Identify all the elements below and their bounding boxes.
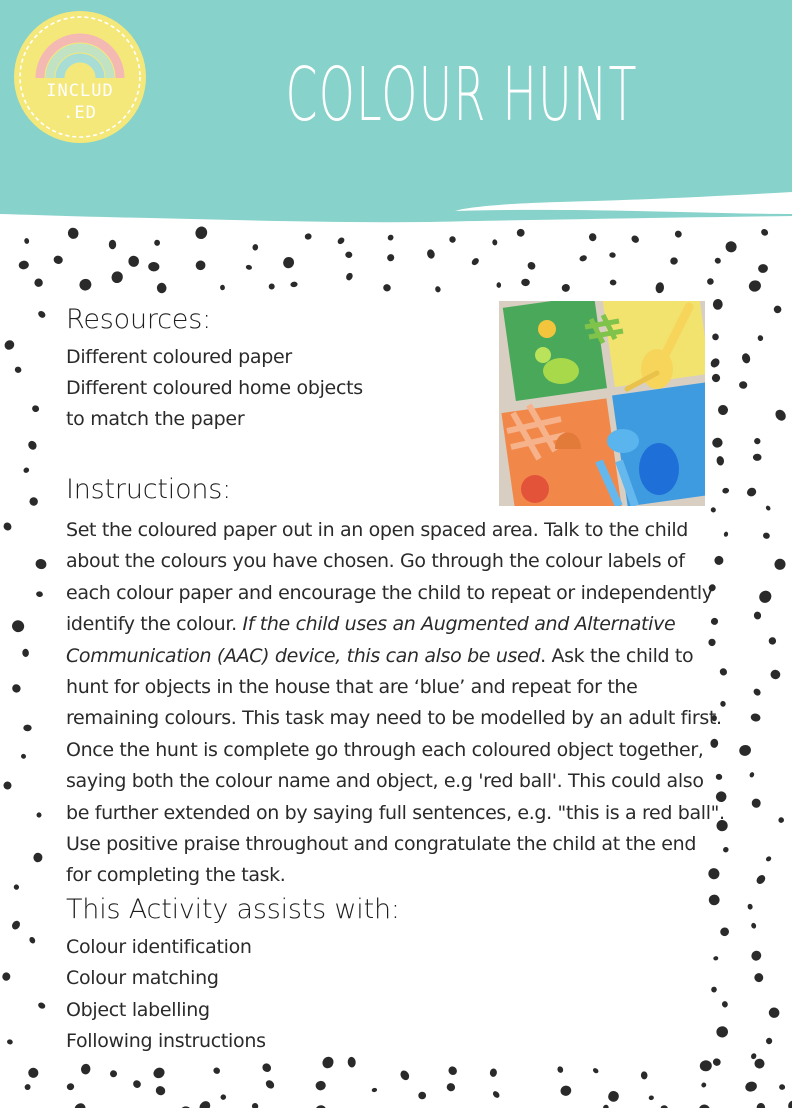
- decorative-dot: [2, 972, 11, 981]
- assists-item: Colour matching: [66, 967, 219, 989]
- decorative-dot: [755, 873, 767, 885]
- decorative-dot: [194, 225, 209, 241]
- decorative-dot: [713, 299, 723, 310]
- decorative-dot: [24, 238, 30, 245]
- decorative-dot: [707, 278, 714, 285]
- decorative-dot: [770, 669, 781, 680]
- decorative-dot: [66, 1082, 75, 1091]
- decorative-dot: [220, 285, 225, 291]
- assists-item: Colour identification: [66, 936, 252, 958]
- decorative-dot: [313, 1103, 329, 1108]
- decorative-dot: [447, 1065, 459, 1077]
- decorative-dot: [28, 936, 36, 945]
- decorative-dot: [779, 1084, 785, 1090]
- decorative-dot: [212, 1066, 221, 1075]
- decorative-dot: [773, 305, 781, 313]
- assists-heading: This Activity assists with:: [66, 894, 400, 925]
- decorative-dot: [496, 282, 501, 288]
- decorative-dot: [560, 1085, 573, 1097]
- decorative-dot: [132, 1079, 143, 1090]
- decorative-dot: [197, 1099, 212, 1108]
- decorative-dot: [14, 366, 22, 374]
- decorative-dot: [154, 240, 160, 246]
- decorative-dot: [767, 1006, 780, 1019]
- decorative-dot: [304, 233, 312, 240]
- resources-heading: Resources:: [66, 304, 211, 335]
- decorative-dot: [772, 557, 788, 573]
- decorative-dot: [762, 532, 770, 540]
- decorative-dot: [156, 282, 167, 294]
- decorative-dot: [526, 260, 537, 271]
- decorative-dot: [23, 725, 31, 732]
- decorative-dot: [3, 781, 12, 790]
- decorative-dot: [290, 281, 298, 287]
- decorative-dot: [712, 333, 720, 341]
- decorative-dot: [757, 335, 764, 342]
- decorative-dot: [345, 251, 353, 259]
- decorative-dot: [72, 1101, 88, 1108]
- decorative-dot: [245, 264, 252, 270]
- decorative-dot: [10, 919, 21, 931]
- decorative-dot: [724, 239, 739, 254]
- decorative-dot: [371, 1087, 377, 1092]
- decorative-dot: [710, 372, 721, 383]
- decorative-dot: [722, 487, 730, 494]
- decorative-dot: [37, 1001, 46, 1009]
- decorative-dot: [336, 236, 345, 245]
- decorative-dot: [709, 895, 720, 906]
- decorative-dot: [709, 357, 721, 370]
- decorative-dot: [28, 496, 39, 507]
- activity-photo: [499, 301, 705, 506]
- decorative-dot: [714, 257, 722, 265]
- assists-item: Following instructions: [66, 1030, 266, 1052]
- decorative-dot: [561, 283, 571, 293]
- decorative-dot: [765, 505, 771, 512]
- decorative-dot: [756, 1103, 765, 1108]
- decorative-dot: [710, 507, 717, 514]
- decorative-dot: [711, 437, 724, 449]
- decorative-dot: [716, 1026, 729, 1038]
- decorative-dot: [610, 279, 617, 285]
- decorative-dot: [31, 404, 40, 413]
- resources-item: Different coloured home objects: [66, 377, 363, 399]
- instructions-text: [66, 515, 726, 892]
- decorative-dot: [592, 1067, 600, 1074]
- decorative-dot: [22, 466, 30, 473]
- decorative-dot: [754, 1058, 766, 1070]
- decorative-dot: [80, 1063, 91, 1075]
- decorative-dot: [745, 486, 757, 498]
- decorative-dot: [741, 352, 752, 364]
- decorative-dot: [515, 228, 525, 238]
- decorative-dot: [606, 1089, 621, 1104]
- decorative-dot: [470, 257, 480, 267]
- decorative-dot: [251, 1102, 260, 1108]
- decorative-dot: [758, 264, 769, 274]
- decorative-dot: [252, 244, 259, 251]
- decorative-dot: [579, 254, 588, 262]
- decorative-dot: [717, 404, 729, 416]
- decorative-dot: [750, 1052, 757, 1060]
- decorative-dot: [752, 687, 762, 697]
- page-title: COLOUR HUNT: [285, 52, 638, 138]
- decorative-dot: [37, 310, 47, 320]
- decorative-dot: [698, 1104, 711, 1108]
- decorative-dot: [700, 1082, 707, 1089]
- decorative-dot: [753, 611, 761, 620]
- decorative-dot: [20, 753, 26, 759]
- decorative-dot: [655, 282, 665, 294]
- decorative-dot: [382, 283, 391, 292]
- decorative-dot: [22, 649, 29, 658]
- decorative-dot: [609, 252, 616, 258]
- decorative-dot: [194, 259, 207, 272]
- decorative-dot: [3, 338, 17, 351]
- decorative-dot: [347, 1057, 356, 1068]
- decorative-dot: [739, 381, 748, 389]
- instructions-italic-note: If the child uses an Augmented and Alternative Communication (AAC) device, this can also be used: [66, 613, 676, 667]
- decorative-dot: [261, 1062, 273, 1074]
- decorative-dot: [448, 235, 456, 243]
- decorative-dot: [751, 922, 757, 929]
- decorative-dot: [750, 713, 761, 723]
- assists-item: Object labelling: [66, 999, 210, 1021]
- decorative-dot: [36, 591, 44, 598]
- decorative-dot: [766, 1038, 773, 1045]
- decorative-dot: [521, 278, 530, 286]
- decorative-dot: [315, 1080, 326, 1091]
- decorative-dot: [18, 260, 29, 270]
- decorative-dot: [27, 1066, 40, 1079]
- decorative-dot: [757, 588, 774, 605]
- decorative-dot: [268, 282, 276, 290]
- orange-paper: [501, 398, 622, 506]
- decorative-dot: [109, 240, 116, 250]
- decorative-dot: [67, 226, 80, 240]
- decorative-dot: [749, 949, 763, 963]
- decorative-dot: [753, 454, 762, 461]
- decorative-dot: [760, 228, 770, 238]
- resources-item: Different coloured paper: [66, 346, 292, 368]
- decorative-dot: [753, 437, 761, 444]
- decorative-dot: [674, 229, 683, 238]
- decorative-dot: [53, 255, 64, 265]
- decorative-dot: [10, 619, 26, 634]
- decorative-dot: [492, 1090, 501, 1099]
- decorative-dot: [716, 456, 725, 466]
- decorative-dot: [220, 1093, 228, 1100]
- decorative-dot: [641, 1071, 648, 1079]
- decorative-dot: [426, 248, 436, 259]
- decorative-dot: [281, 255, 296, 270]
- decorative-dot: [151, 1066, 166, 1081]
- decorative-dot: [630, 234, 640, 244]
- decorative-dot: [747, 279, 762, 294]
- decorative-dot: [778, 817, 784, 823]
- decorative-dot: [6, 1039, 13, 1046]
- decorative-dot: [786, 1098, 792, 1108]
- decorative-dot: [489, 1068, 497, 1077]
- decorative-dot: [446, 1082, 457, 1092]
- decorative-dot: [699, 1060, 712, 1072]
- decorative-dot: [10, 683, 22, 695]
- decorative-dot: [648, 1095, 654, 1101]
- decorative-dot: [33, 852, 42, 862]
- decorative-dot: [434, 286, 441, 293]
- decorative-dot: [713, 956, 719, 961]
- decorative-dot: [719, 926, 731, 938]
- decorative-dot: [154, 1084, 167, 1097]
- decorative-dot: [747, 903, 753, 910]
- decorative-dot: [110, 269, 125, 285]
- resources-item: to match the paper: [66, 408, 245, 430]
- decorative-dot: [386, 253, 395, 262]
- decorative-dot: [33, 277, 45, 289]
- decorative-dot: [773, 408, 788, 423]
- decorative-dot: [178, 1104, 193, 1108]
- decorative-dot: [399, 1069, 411, 1082]
- decorative-dot: [36, 812, 41, 817]
- instructions-heading: Instructions:: [66, 474, 232, 505]
- decorative-dot: [148, 262, 160, 272]
- decorative-dot: [492, 239, 498, 246]
- decorative-dot: [588, 233, 597, 242]
- decorative-dot: [34, 558, 47, 571]
- decorative-dot: [768, 637, 777, 646]
- decorative-dot: [712, 1058, 721, 1067]
- decorative-dot: [749, 771, 755, 778]
- decorative-dot: [264, 1079, 276, 1091]
- decorative-dot: [110, 1070, 118, 1078]
- decorative-dot: [602, 1104, 610, 1108]
- decorative-dot: [13, 884, 20, 891]
- decorative-dot: [765, 855, 772, 862]
- instructions-text-part2: . Ask the child to hunt for objects in the house that are ‘blue’ and repeat for the remaining colours. This task may need to be modelled by an adult first. Once the hunt is complete go through each coloured object together, saying both the colour name and object, e.g 'red ball'. This could also be further extended on by saying full sentences, e.g. "this is a red ball". Use positive praise throughout and congratulate the child at the end for completing the task.: [66, 644, 725, 887]
- decorative-dot: [77, 277, 93, 293]
- decorative-dot: [418, 1091, 427, 1099]
- decorative-dot: [320, 1055, 335, 1071]
- decorative-dot: [556, 1065, 564, 1073]
- decorative-dot: [23, 1083, 31, 1091]
- logo-text-line2: .ED: [63, 103, 97, 123]
- decorative-dot: [751, 797, 762, 808]
- decorative-dot: [669, 256, 678, 265]
- decorative-dot: [711, 986, 718, 993]
- decorative-dot: [754, 972, 765, 983]
- logo-text-line1: INCLUD: [46, 81, 114, 101]
- green-paper: [503, 301, 607, 401]
- decorative-dot: [345, 272, 354, 282]
- decorative-dot: [128, 255, 140, 267]
- decorative-dot: [744, 1080, 758, 1093]
- decorative-dot: [27, 439, 39, 451]
- decorative-dot: [387, 233, 395, 241]
- decorative-dot: [2, 521, 13, 532]
- instructions-text-part1: Set the coloured paper out in an open spaced area. Talk to the child about the colours you have chosen. Go through the colour labels of each colour paper and encourage the child to repeat or independently identify the colour.: [66, 519, 713, 636]
- decorative-dot: [738, 744, 752, 758]
- decorative-dot: [721, 1000, 728, 1008]
